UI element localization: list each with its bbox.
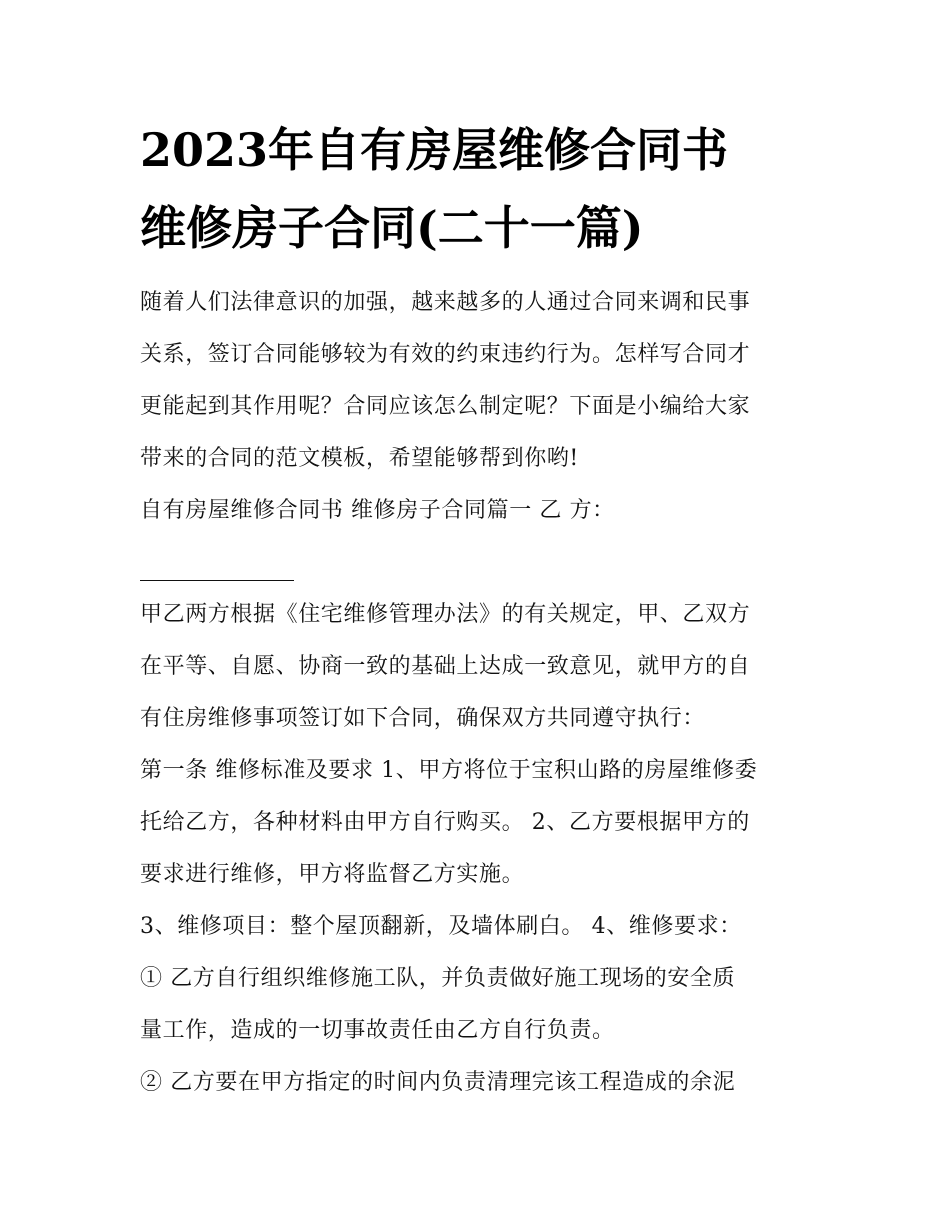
title-text: 年自有房屋维修合同书 xyxy=(268,123,729,177)
paragraph-line: 有住房维修事项签订如下合同，确保双方共同遵守执行： xyxy=(140,706,706,731)
paragraph-line: 甲乙两方根据《住宅维修管理办法》的有关规定，甲、乙双方 xyxy=(140,602,751,627)
intro-line-2: 关系，签订合同能够较为有效的约束违约行为。怎样写合同才 xyxy=(140,342,751,367)
article-line: 3、维修项目：整个屋顶翻新，及墙体刷白。 4、维修要求： xyxy=(140,914,742,939)
requirement-item-2: ② 乙方要在甲方指定的时间内负责清理完该工程造成的余泥 xyxy=(140,1070,736,1095)
document-title-line-2: 维修房子合同(二十一篇) xyxy=(140,201,644,255)
requirement-item-1-cont: 量工作，造成的一切事故责任由乙方自行负责。 xyxy=(140,1018,615,1043)
intro-line-3: 更能起到其作用呢？合同应该怎么制定呢？下面是小编给大家 xyxy=(140,394,751,419)
article-line: 第一条 维修标准及要求 1、甲方将位于宝积山路的房屋维修委 xyxy=(140,758,758,783)
article-line: 要求进行维修，甲方将监督乙方实施。 xyxy=(140,862,525,887)
paragraph-line: 在平等、自愿、协商一致的基础上达成一致意见，就甲方的自 xyxy=(140,654,751,679)
intro-line-4: 带来的合同的范文模板，希望能够帮到你哟! xyxy=(140,446,579,471)
requirement-item-1: ① 乙方自行组织维修施工队，并负责做好施工现场的安全质 xyxy=(140,966,736,991)
title-year: 2023 xyxy=(140,123,269,177)
intro-line-1: 随着人们法律意识的加强，越来越多的人通过合同来调和民事 xyxy=(140,290,751,315)
section-heading: 自有房屋维修合同书 维修房子合同篇一 乙 方： xyxy=(140,498,615,523)
document-body xyxy=(140,277,820,1109)
document-title-line-1 xyxy=(140,122,728,178)
article-line: 托给乙方，各种材料由甲方自行购买。 2、乙方要根据甲方的 xyxy=(140,810,750,835)
blank-underline xyxy=(140,537,294,589)
